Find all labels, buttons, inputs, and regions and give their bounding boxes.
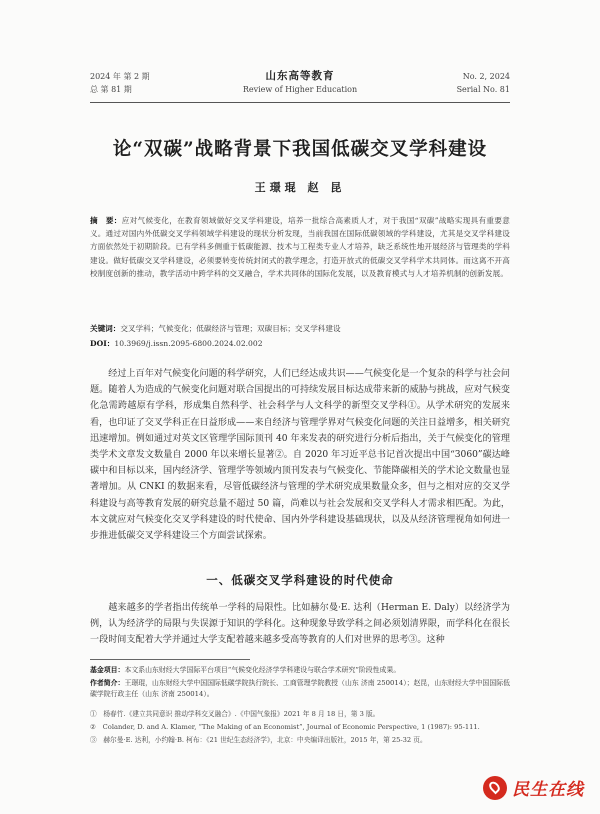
serial-number-cn: 总 第 81 期 xyxy=(90,85,132,94)
footnote-fund xyxy=(90,665,510,676)
article-authors: 王璟琨 赵 昆 xyxy=(254,181,346,194)
fund-label: 基金项目： xyxy=(90,666,125,674)
doi-label: DOI： xyxy=(90,339,115,348)
fund-text: 本文系山东财经大学国际平台项目“气候变化经济学学科建设与联合学术研究”阶段性成果。 xyxy=(124,666,401,674)
keywords-label: 关键词： xyxy=(90,324,121,333)
article-title: 论“双碳”战略背景下我国低碳交叉学科建设 xyxy=(112,139,488,160)
author-text: 王璟琨，山东财经大学中国国际低碳学院执行院长、工商管理学院教授（山东 济南 250014）；赵昆，山东财经大学中国国际低碳学院行政主任（山东 济南 250014）。 xyxy=(90,679,510,698)
footnote-author xyxy=(90,678,510,700)
abstract-text: 应对气候变化，在教育领域做好交叉学科建设，培养一批综合高素质人才，对于我国“双碳”战略实现具有重要意义。通过对国内外低碳交叉学科领域学科建设的现状分析发现，当前我国在国际低碳领域的学科建设，尤其是交叉学科建设方面依然处于初期阶段。已有学科多侧重于低碳能源、技术与工程类专业人才培养，缺乏系统性地开展经济与管理类的学科建设。做好低碳交叉学科建设，必须要转变传统封闭式的教学理念，打造开放式的低碳交叉学科学术共同体。而这离不开高校制度创新的推动，教学活动中跨学科的交叉融合，学术共同体的国际化发展，以及教育模式与人才培养机制的创新发展。 xyxy=(90,216,510,278)
doi-value: 10.3969/j.issn.2095-6800.2024.02.002 xyxy=(114,339,263,348)
issue-number-cn: 2024 年 第 2 期 xyxy=(90,72,150,81)
abstract-label: 摘 要： xyxy=(90,216,122,225)
body-paragraph-intro: 经过上百年对气候变化问题的科学研究，人们已经达成共识——气候变化是一个复杂的科学与社会问题。随着人为造成的气候变化问题对联合国提出的可持续发展目标达成带来新的威胁与挑战，应对气候变化急需跨越原有学科，形成集自然科学、社会科学与人文科学的新型交叉学科①。从学术研究的发展来看，也印证了交叉学科正在日益形成——来自经济与管理学界对气候变化问题的关注日益增多，相关研究迅速增加。例如通过对英文区管理学国际顶刊 40 年来发表的研究进行分析后指出，关于气候变化的管理类学术文章发文数量自 2000 年以来增长显著②。自 2020 年习近平总书记首次提出中国“3060”碳达峰碳中和目标以来，国内经济学、管理学等领域内顶刊发表与气候变化、节能降碳相关的学术论文数量也显著增加。从 CNKI 的数据来看，尽管低碳经济与管理的学术研究成果数量众多，但与之相对应的交叉学科建设与高等教育发展的研究总量不超过 50 篇，尚难以与社会发展和交叉学科人才需求相匹配。为此，本文就应对气候变化交叉学科建设的时代使命、国内外学科建设基础现状，以及从经济管理视角如何进一步推进低碳交叉学科建设三个方面尝试探索。 xyxy=(90,369,510,542)
issue-number-en: No. 2, 2024 xyxy=(462,72,510,81)
journal-name-en: Review of Higher Education xyxy=(242,85,358,94)
serial-number-en: Serial No. 81 xyxy=(456,85,510,94)
abstract xyxy=(90,214,510,280)
header-divider xyxy=(90,102,510,103)
issue-info-en xyxy=(457,70,510,96)
body-paragraph-section1: 越来越多的学者指出传统单一学科的局限性。比如赫尔曼·E. 达利（Herman E. Daly）以经济学为例，认为经济学的局限与失误源于知识的学科化。这种现象导致学科之间必须划清界限，而学科化在很长一段时间支配着大学并通过大学支配着越来越多受高等教育的人们对世界的思考③。这种 xyxy=(90,603,510,646)
section-heading: 一、低碳交叉学科建设的时代使命 xyxy=(206,573,394,587)
watermark-text: 民生在线 xyxy=(512,780,584,800)
location-pin-icon xyxy=(483,776,507,800)
doi-line xyxy=(90,337,510,350)
reference-1: ① 杨春竹.《建立共同意识 推动学科交叉融合》.《中国气象报》2021 年 8 月 18 日，第 3 版。 xyxy=(90,710,380,718)
journal-header xyxy=(0,68,600,94)
reference-2: ② Colander, D. and A. Klamer, “The Making of an Economist”, Journal of Economic Perspective, 1 (1987): 95-111. xyxy=(90,723,480,731)
footnote-divider xyxy=(90,659,250,660)
reference-3: ③ 赫尔曼·E. 达利，小约翰·B. 柯布：《21 世纪生态经济学》，北京：中央编译出版社，2015 年，第 25-32 页。 xyxy=(90,736,427,744)
keywords-text: 交叉学科；气候变化；低碳经济与管理；双碳目标；交叉学科建设 xyxy=(120,324,341,333)
journal-name-cn: 山东高等教育 xyxy=(265,70,335,82)
watermark-logo xyxy=(483,775,584,800)
keywords xyxy=(90,322,510,335)
author-label: 作者简介： xyxy=(90,679,125,687)
